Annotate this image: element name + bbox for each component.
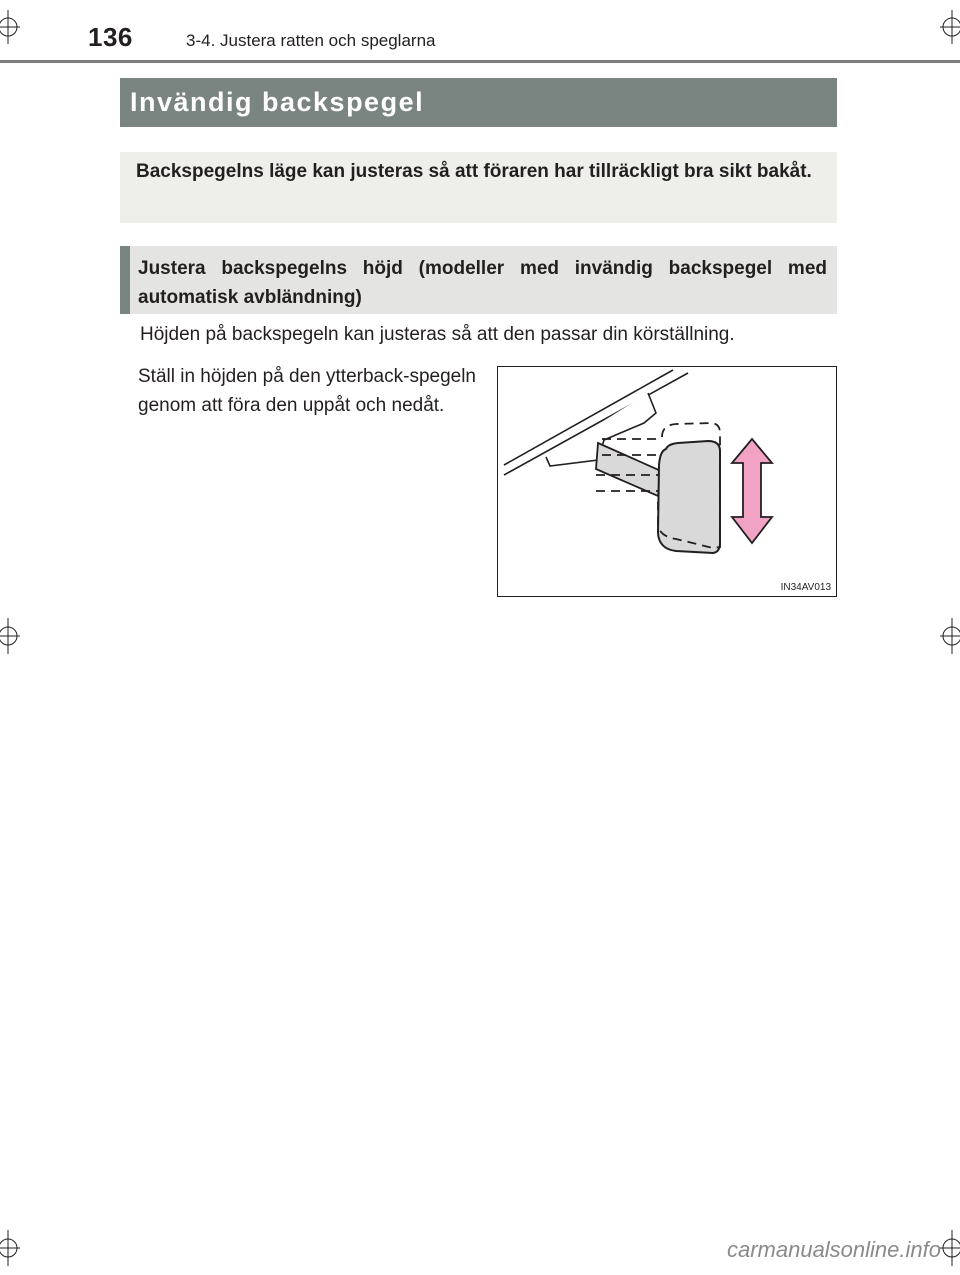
paragraph-instruction: Ställ in höjden på den ytterback-spegeln genom att föra den uppåt och nedåt. (138, 366, 477, 416)
figure-code: IN34AV013 (780, 582, 831, 593)
mirror-figure (497, 366, 837, 597)
up-down-arrow-icon (732, 439, 772, 543)
subsection-heading: Justera backspegelns höjd (modeller med invändig backspegel med automatisk avbländning) (120, 246, 837, 314)
crop-mark-mid-right (940, 618, 960, 654)
intro-box: Backspegelns läge kan justeras så att föraren har tillräckligt bra sikt bakåt. (120, 152, 837, 223)
mirror-illustration (498, 367, 836, 596)
chapter-title: 3-4. Justera ratten och speglarna (186, 31, 436, 50)
section-title: Invändig backspegel (120, 78, 837, 127)
crop-mark-mid-left (0, 618, 20, 654)
page-number: 136 (88, 22, 133, 52)
paragraph-height-adjust: Höjden på backspegeln kan justeras så att den passar din körställning. (140, 324, 735, 345)
header-divider (0, 60, 960, 63)
mirror-body (658, 441, 720, 553)
mirror-stem (596, 443, 661, 496)
crop-mark-bottom-left (0, 1230, 20, 1266)
watermark: carmanualsonline.info (726, 1237, 941, 1262)
crop-mark-bottom-right (940, 1230, 960, 1266)
crop-mark-top-right (940, 10, 960, 44)
crop-mark-top-left (0, 10, 20, 44)
